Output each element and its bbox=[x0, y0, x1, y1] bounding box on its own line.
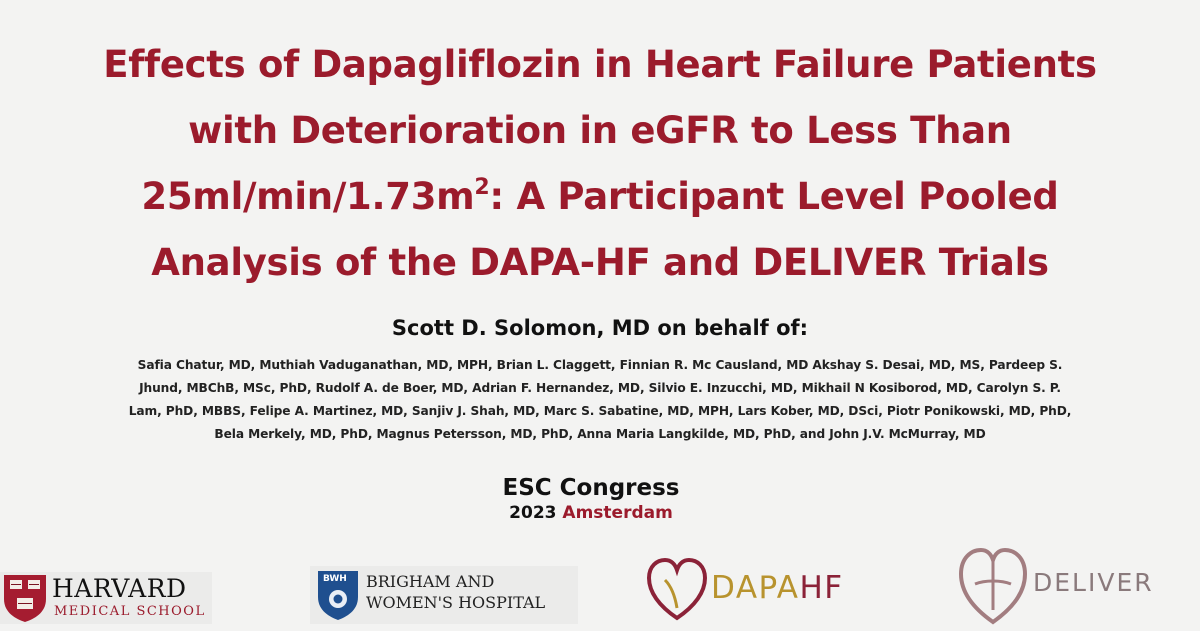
heart-ribbon-icon bbox=[645, 552, 709, 624]
congress-city: Amsterdam bbox=[562, 503, 673, 523]
harvard-shield-icon bbox=[2, 573, 48, 623]
harvard-subtitle: MEDICAL SCHOOL bbox=[54, 604, 206, 619]
title-line-4: Analysis of the DAPA-HF and DELIVER Trials bbox=[151, 241, 1049, 284]
dapa-hf-logo bbox=[645, 550, 885, 625]
bwh-name-line-1: BRIGHAM AND bbox=[366, 572, 495, 591]
author-line-3: Lam, PhD, MBBS, Felipe A. Martinez, MD, Sanjiv J. Shah, MD, Marc S. Sabatine, MD, MPH, Lars Kober, MD, DSci, Piotr Ponikowski, MD, PhD, bbox=[128, 404, 1072, 418]
dapa-word: DAPA bbox=[711, 570, 800, 606]
harvard-name: HARVARD bbox=[52, 574, 187, 603]
title-line-3-rest: : A Participant Level Pooled bbox=[489, 175, 1059, 218]
presenter-name: Scott D. Solomon, MD on behalf of: bbox=[391, 316, 809, 340]
dapa-hf-wordmark bbox=[711, 570, 844, 606]
slide-title bbox=[30, 32, 1170, 296]
congress-year-city bbox=[0, 502, 1200, 524]
hf-word: HF bbox=[799, 570, 844, 606]
congress-year: 2023 bbox=[509, 503, 557, 523]
deliver-logo bbox=[955, 540, 1195, 630]
author-line-4: Bela Merkely, MD, PhD, Magnus Petersson, MD, PhD, Anna Maria Langkilde, MD, PhD, and John J.V. McMurray, MD bbox=[214, 427, 986, 441]
congress-name: ESC Congress bbox=[502, 475, 680, 501]
title-line-3 bbox=[141, 175, 1058, 218]
title-line-3-text: 25ml/min/1.73m bbox=[141, 175, 475, 218]
brigham-womens-hospital-logo bbox=[310, 566, 578, 624]
author-line-2: Jhund, MBChB, MSc, PhD, Rudolf A. de Boer, MD, Adrian F. Hernandez, MD, Silvio E. Inzucchi, MD, Mikhail N Kosiborod, MD, Carolyn S. P. bbox=[139, 381, 1061, 395]
title-line-1: Effects of Dapagliflozin in Heart Failure Patients bbox=[103, 43, 1097, 86]
title-line-2: with Deterioration in eGFR to Less Than bbox=[188, 109, 1012, 152]
harvard-medical-school-logo bbox=[0, 572, 212, 624]
author-line-1: Safia Chatur, MD, Muthiah Vaduganathan, MD, MPH, Brian L. Claggett, Finnian R. Mc Causland, MD Akshay S. Desai, MD, MS, Pardeep S. bbox=[137, 358, 1063, 372]
superscript-two: 2 bbox=[474, 175, 490, 200]
esc-congress-logo bbox=[0, 474, 1200, 524]
author-list bbox=[22, 354, 1178, 446]
bwh-abbrev: BWH bbox=[323, 574, 347, 584]
bwh-name-line-2: WOMEN'S HOSPITAL bbox=[366, 593, 546, 612]
deliver-wordmark: DELIVER bbox=[1033, 568, 1154, 597]
heart-outline-icon bbox=[955, 540, 1031, 628]
